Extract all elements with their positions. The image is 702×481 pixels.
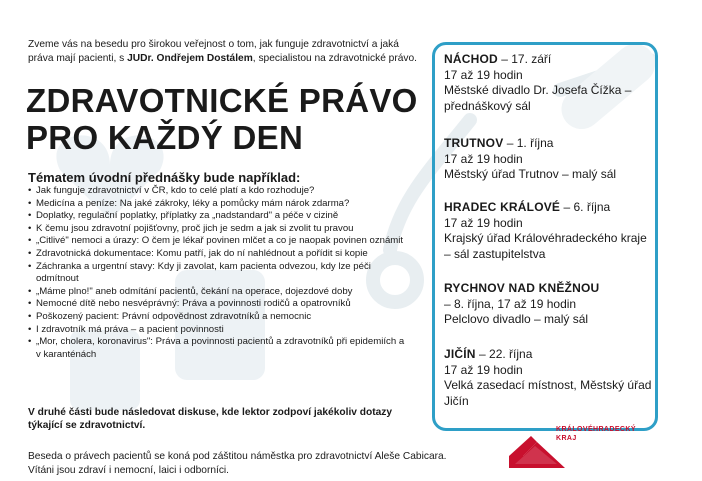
event-place: Krajský úřad Královéhradeckého kraje – sál zastupitelstva xyxy=(444,231,647,261)
event-city: JIČÍN xyxy=(444,347,476,361)
list-item: • K čemu jsou zdravotní pojišťovny, proč jich je sedm a jak si zvolit tu pravou xyxy=(28,223,408,236)
list-item: • Medicína a peníze: Na jaké zákroky, léky a pomůcky mám nárok zdarma? xyxy=(28,198,408,211)
event-trutnov xyxy=(444,136,654,183)
title-line-2: PRO KAŽDÝ DEN xyxy=(26,119,304,156)
list-item: • Doplatky, regulační poplatky, příplatky za „nadstandard" a péče v cizině xyxy=(28,210,408,223)
event-rychnov xyxy=(444,281,654,328)
footer-line-2: Vítáni jsou zdraví i nemocní, laici i odborníci. xyxy=(28,465,230,476)
discussion-note: V druhé části bude následovat diskuse, kde lektor zodpoví jakékoliv dotazy týkající se zdravotnictví. xyxy=(28,407,393,431)
lecturer-name: JUDr. Ondřejem Dostálem xyxy=(127,53,253,64)
list-item: • „Mor, cholera, koronavirus": Práva a povinnosti pacientů a zdravotníků při epidemiích a v karanténách xyxy=(28,336,408,361)
event-hradec xyxy=(444,200,654,262)
logo-line-2: KRAJ xyxy=(556,435,577,442)
event-nachod xyxy=(444,52,654,114)
page-title xyxy=(26,82,426,156)
event-date: – 6. října xyxy=(560,200,611,214)
list-item: • „Citlivé" nemoci a úrazy: O čem je lékař povinen mlčet a co je naopak povinen oznámit xyxy=(28,235,408,248)
event-city: RYCHNOV NAD KNĚŽNOU xyxy=(444,281,600,295)
list-item: • Nemocné dítě nebo nesvéprávný: Práva a povinnosti rodičů a opatrovníků xyxy=(28,298,408,311)
event-time: 17 až 19 hodin xyxy=(444,362,523,377)
event-time: 17 až 19 hodin xyxy=(444,215,523,230)
event-time: 17 až 19 hodin xyxy=(444,151,523,166)
event-city: NÁCHOD xyxy=(444,52,498,66)
list-item: • Záchranka a urgentní stavy: Kdy ji zavolat, kam pacienta odvezou, kdy lze péči odmítnout xyxy=(28,261,408,286)
event-city: HRADEC KRÁLOVÉ xyxy=(444,200,561,214)
event-place: Velká zasedací místnost, Městský úřad Jičín xyxy=(444,378,652,408)
event-date: – 17. září xyxy=(497,52,552,66)
region-logo-text xyxy=(556,425,636,443)
intro-paragraph xyxy=(28,38,423,66)
intro-text-2: , specialistou na zdravotnické právo. xyxy=(252,53,417,64)
event-time: 17 až 19 hodin xyxy=(444,67,523,82)
event-time: – 8. října, 17 až 19 hodin xyxy=(444,296,577,311)
event-date: – 22. října xyxy=(475,347,533,361)
list-item: • Jak funguje zdravotnictví v ČR, kdo to celé platí a kdo rozhoduje? xyxy=(28,185,408,198)
title-line-1: ZDRAVOTNICKÉ PRÁVO xyxy=(26,82,418,119)
event-place: Městské divadlo Dr. Josefa Čížka – přednáškový sál xyxy=(444,83,632,113)
list-item: • Poškozený pacient: Právní odpovědnost zdravotníků a nemocnic xyxy=(28,311,408,324)
list-item: • I zdravotník má práva – a pacient povinnosti xyxy=(28,324,408,337)
topics-list xyxy=(28,185,408,361)
event-place: Městský úřad Trutnov – malý sál xyxy=(444,167,617,182)
intro-text-1: Zveme vás na besedu pro širokou veřejnost o tom, jak funguje zdravotnictví a jaká práva mají pacienti, s xyxy=(28,39,399,64)
list-item: • „Máme plno!" aneb odmítání pacientů, čekání na operace, dojezdové doby xyxy=(28,286,408,299)
footer-note xyxy=(28,450,448,478)
list-item: • Zdravotnická dokumentace: Komu patří, jak do ní nahlédnout a pořídit si kopie xyxy=(28,248,408,261)
logo-line-1: KRÁLOVÉHRADECKÝ xyxy=(556,426,636,433)
event-jicin xyxy=(444,347,654,409)
footer-line-1: Beseda o právech pacientů se koná pod záštitou náměstka pro zdravotnictví Aleše Cabicara. xyxy=(28,451,447,462)
topics-heading: Tématem úvodní přednášky bude například: xyxy=(28,170,301,185)
event-date: – 1. října xyxy=(503,136,554,150)
event-place: Pelclovo divadlo – malý sál xyxy=(444,312,589,327)
event-city: TRUTNOV xyxy=(444,136,504,150)
